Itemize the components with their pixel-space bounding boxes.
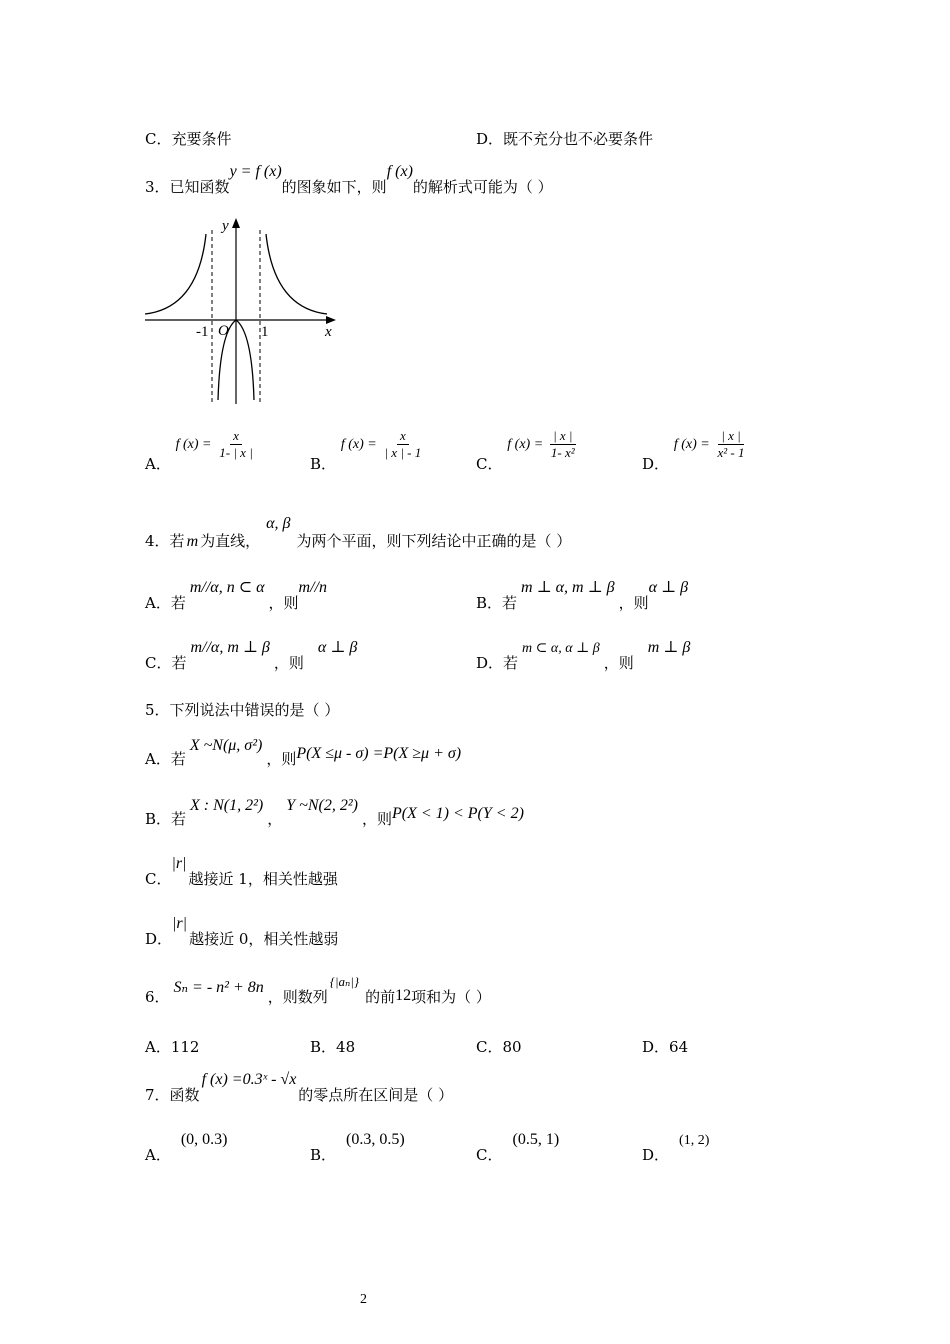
q4-option-a: A．若m//α, n ⊂ α，则m//n bbox=[145, 579, 327, 612]
curve-right-branch bbox=[266, 234, 327, 314]
q6-option-b-value: 48 bbox=[336, 1038, 356, 1056]
q2-option-d: D．既不充分也不必要条件 bbox=[476, 130, 654, 148]
q3-option-b-fraction: $\frac{x}{| x | - 1}$ bbox=[384, 428, 422, 460]
q3-option-a-lhs: f (x) = bbox=[175, 436, 212, 452]
q4-option-b-result: α ⊥ β bbox=[648, 579, 689, 596]
graph-y-label: y bbox=[222, 218, 229, 234]
q3-text-1: 已知函数 bbox=[169, 178, 230, 196]
q6-option-a: A．112 bbox=[145, 1038, 200, 1056]
q4-number: 4． bbox=[145, 532, 170, 550]
q7-option-a-value: (0, 0.3) bbox=[180, 1131, 228, 1148]
graph-x-label: x bbox=[325, 324, 332, 340]
q5-option-d-math: |r| bbox=[172, 915, 188, 932]
x-axis-arrow-icon bbox=[326, 316, 336, 324]
q3-option-a-label: A． bbox=[145, 454, 171, 473]
q5-number: 5． bbox=[145, 701, 170, 719]
q5-option-a-math-1: X ~N(μ, σ²) bbox=[189, 737, 263, 754]
q3-option-c-lhs: f (x) = bbox=[507, 436, 544, 452]
q3-option-a-fraction: $\frac{x}{1- | x |}$ bbox=[219, 428, 253, 460]
q5-option-c: C．|r|越接近 1，相关性越强 bbox=[145, 855, 338, 888]
q6-option-d: D．64 bbox=[642, 1038, 689, 1056]
q4-option-b-condition: m ⊥ α, m ⊥ β bbox=[521, 579, 615, 596]
q4-stem bbox=[145, 512, 572, 550]
q7-option-d: D．(1, 2) bbox=[642, 1133, 710, 1164]
q2-option-c: C．充要条件 bbox=[145, 130, 232, 148]
curve-left-branch bbox=[145, 234, 206, 314]
q3-stem bbox=[145, 160, 553, 196]
q6-option-c: C．80 bbox=[476, 1038, 522, 1056]
q3-option-c bbox=[476, 428, 578, 473]
q5-option-b-math-1: X : N(1, 2²) bbox=[190, 797, 264, 814]
q5-option-d: D．|r|越接近 0，相关性越弱 bbox=[145, 915, 339, 948]
q3-option-d-label: D． bbox=[642, 454, 670, 473]
q5-option-a: A．若X ~N(μ, σ²)，则P(X ≤μ - σ) =P(X ≥μ + σ) bbox=[145, 737, 462, 768]
q7-math-function: f (x) =0.3ˣ - √x bbox=[201, 1071, 297, 1088]
q6-option-d-value: 64 bbox=[669, 1038, 689, 1056]
q3-math-2: f (x) bbox=[386, 163, 413, 180]
q4-option-a-result: m//n bbox=[298, 579, 327, 596]
q3-math-1: y = f (x) bbox=[229, 163, 282, 180]
q3-option-b-lhs: f (x) = bbox=[340, 436, 377, 452]
q6-number: 6． bbox=[145, 988, 170, 1006]
q7-stem: 7．函数f (x) =0.3ˣ - √x的零点所在区间是（ ） bbox=[145, 1071, 454, 1104]
q4-option-a-condition: m//α, n ⊂ α bbox=[189, 579, 265, 596]
graph-tick-pos1: 1 bbox=[261, 324, 269, 340]
q5-text: 下列说法中错误的是（ ） bbox=[169, 701, 340, 719]
q7-option-c: C．(0.5, 1) bbox=[476, 1131, 560, 1164]
q5-option-b: B．若X : N(1, 2²)，Y ~N(2, 2²)，则P(X < 1) < P(Y < 2) bbox=[145, 797, 524, 828]
q4-option-b: B．若m ⊥ α, m ⊥ β，则α ⊥ β bbox=[476, 579, 689, 612]
graph-tick-neg1: -1 bbox=[196, 324, 209, 340]
q4-math-m: m bbox=[186, 533, 199, 550]
q4-option-d-condition: m ⊂ α, α ⊥ β bbox=[522, 641, 600, 656]
q6-stem: 6．Sₙ = - n² + 8n，则数列{|aₙ|}的前12项和为（ ） bbox=[145, 974, 491, 1006]
q7-option-d-value: (1, 2) bbox=[679, 1133, 710, 1148]
q4-math-planes: α, β bbox=[266, 515, 291, 532]
q4-option-c-result: α ⊥ β bbox=[317, 639, 358, 656]
q7-option-b: B．(0.3, 0.5) bbox=[310, 1131, 405, 1164]
q6-math-12: 12 bbox=[395, 987, 412, 1004]
q4-option-d-result: m ⊥ β bbox=[647, 639, 691, 656]
q3-option-d-fraction: $\frac{| x |}{\text{x² - 1}}$ bbox=[717, 428, 745, 460]
q3-text-3: 的解析式可能为（ ） bbox=[412, 178, 553, 196]
q3-function-graph bbox=[140, 212, 350, 408]
q3-option-c-fraction: $\frac{| x |}{\text{1- x²}}$ bbox=[550, 428, 575, 460]
q4-option-c-condition: m//α, m ⊥ β bbox=[190, 639, 270, 656]
q5-option-b-math-2: Y ~N(2, 2²) bbox=[286, 797, 358, 814]
q4-text-1: 若 bbox=[169, 532, 185, 550]
q3-number: 3． bbox=[145, 178, 170, 196]
q4-text-3: 为两个平面，则下列结论中正确的是（ ） bbox=[296, 532, 572, 550]
q7-number: 7． bbox=[145, 1086, 170, 1104]
q3-option-b bbox=[310, 428, 424, 473]
q3-option-b-label: B． bbox=[310, 454, 337, 473]
q6-math-sn: Sₙ = - n² + 8n bbox=[173, 979, 264, 996]
q3-option-d-lhs: f (x) = bbox=[673, 436, 710, 452]
y-axis-arrow-icon bbox=[232, 218, 240, 228]
q5-stem bbox=[145, 699, 339, 720]
q5-option-c-math: |r| bbox=[171, 855, 187, 872]
q3-option-c-label: C． bbox=[476, 454, 503, 473]
q3-option-a bbox=[145, 428, 256, 473]
q4-text-2: 为直线， bbox=[200, 532, 261, 550]
q3-option-d bbox=[642, 428, 747, 473]
q7-option-a: A．(0, 0.3) bbox=[145, 1131, 228, 1164]
q6-option-c-value: 80 bbox=[502, 1038, 522, 1056]
q7-option-c-value: (0.5, 1) bbox=[512, 1131, 560, 1148]
q6-option-b: B．48 bbox=[310, 1038, 356, 1056]
q6-math-sequence: {|aₙ|} bbox=[329, 974, 360, 989]
q3-text-2: 的图象如下，则 bbox=[281, 178, 387, 196]
q7-option-b-value: (0.3, 0.5) bbox=[346, 1131, 405, 1148]
graph-origin-label: O bbox=[218, 323, 229, 339]
page-number: 2 bbox=[360, 1292, 367, 1307]
q4-option-d: D．若m ⊂ α, α ⊥ β，则m ⊥ β bbox=[476, 639, 691, 672]
q5-option-a-math-2: P(X ≤μ - σ) =P(X ≥μ + σ) bbox=[296, 745, 462, 762]
q6-option-a-value: 112 bbox=[170, 1038, 200, 1056]
q5-option-b-math-3: P(X < 1) < P(Y < 2) bbox=[391, 805, 524, 822]
q4-option-c: C．若m//α, m ⊥ β，则α ⊥ β bbox=[145, 639, 358, 672]
